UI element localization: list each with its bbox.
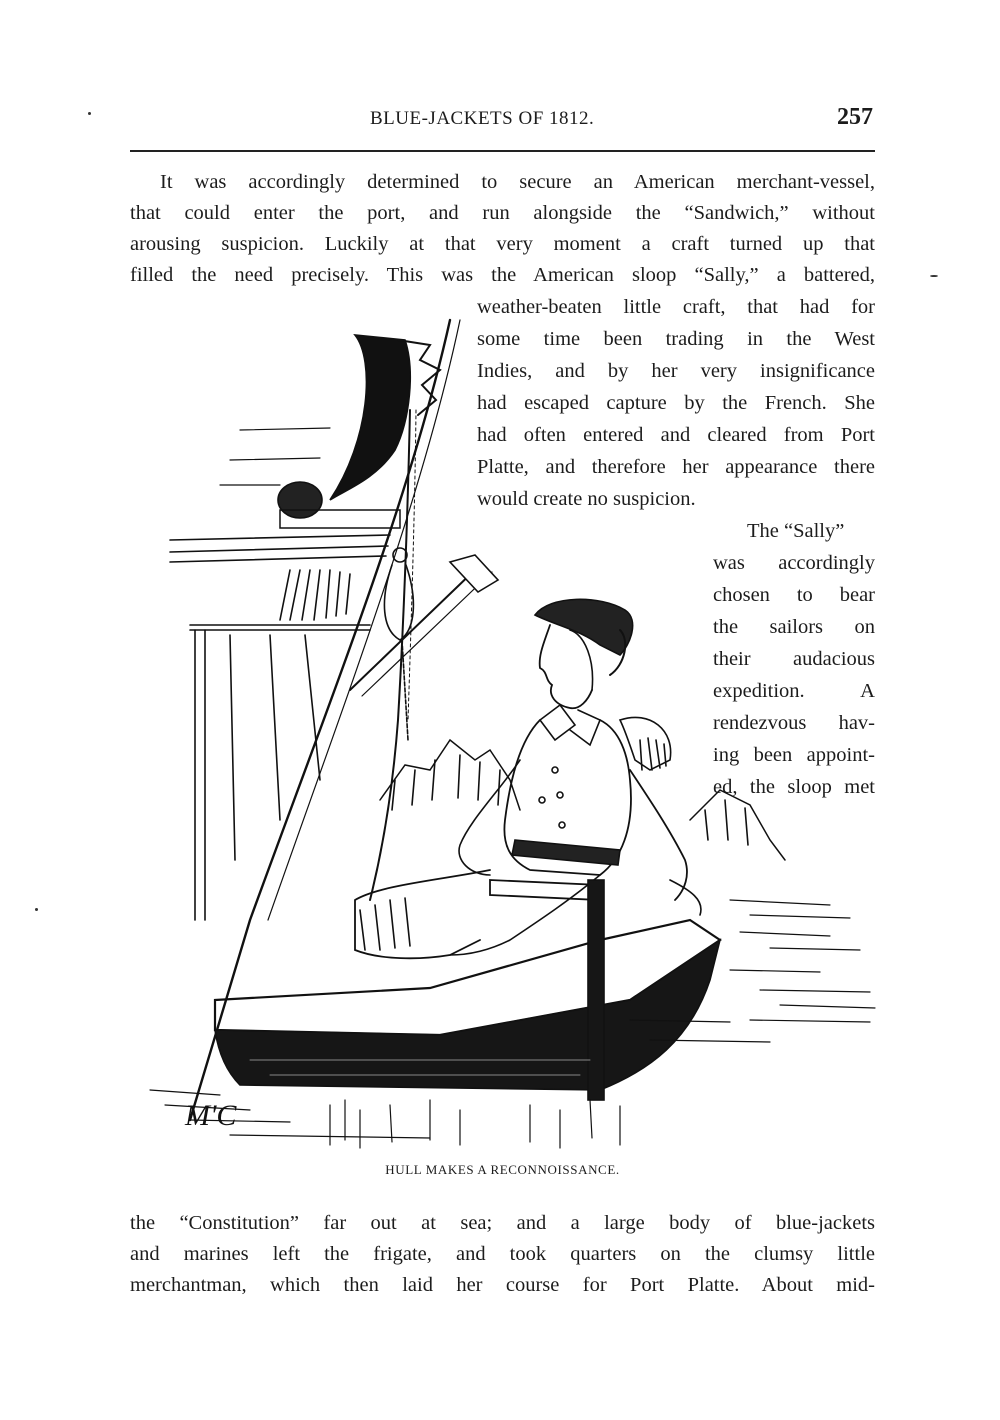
text-line: weather-beaten little craft, that had for: [477, 296, 875, 318]
text-line: had escaped capture by the French. She: [477, 392, 875, 414]
running-title: BLUE-JACKETS OF 1812.: [370, 108, 595, 129]
print-speck: [88, 112, 91, 115]
page-header: [130, 104, 875, 144]
text-line: that could enter the port, and run alongside the “Sandwich,” without: [130, 202, 875, 224]
text-line: merchantman, which then laid her course for Port Platte. About mid-: [130, 1274, 875, 1296]
text-line: ed, the sloop met: [713, 776, 875, 798]
text-line: and marines left the frigate, and took quarters on the clumsy little: [130, 1243, 875, 1265]
text-line: was accordingly: [713, 552, 875, 574]
text-line: filled the need precisely. This was the American sloop “Sally,” a battered,: [130, 264, 875, 286]
text-line: expedition. A: [713, 680, 875, 702]
text-line: Platte, and therefore her appearance there: [477, 456, 875, 478]
text-line: the “Constitution” far out at sea; and a large body of blue-jackets: [130, 1212, 875, 1234]
ship-hull-side: [170, 320, 460, 1120]
rowboat: [215, 880, 720, 1100]
svg-text:M'C: M'C: [185, 1099, 237, 1132]
page-number: 257: [837, 104, 873, 130]
text-line: Indies, and by her very insignificance: [477, 360, 875, 382]
rigging-rope: [370, 410, 416, 900]
print-speck: [35, 908, 38, 911]
illustration-hull-in-boat: [130, 300, 900, 1155]
header-rule: [130, 150, 875, 152]
text-line: their audacious: [713, 648, 875, 670]
text-line: The “Sally”: [747, 520, 845, 542]
text-line: would create no suspicion.: [477, 488, 696, 510]
text-line: arousing suspicion. Luckily at that very moment a craft turned up that: [130, 233, 875, 255]
figure-caption: HULL MAKES A RECONNOISSANCE.: [385, 1162, 620, 1177]
text-line: the sailors on: [713, 616, 875, 638]
text-line: chosen to bear: [713, 584, 875, 606]
text-line: had often entered and cleared from Port: [477, 424, 875, 446]
oar: [350, 555, 498, 696]
text-line: some time been trading in the West: [477, 328, 875, 350]
illustrator-signature: [184, 1099, 237, 1132]
text-line: ing been appoint-: [713, 744, 875, 766]
distant-rocks: [380, 740, 785, 860]
text-line: rendezvous hav-: [713, 712, 875, 734]
print-speck: [930, 275, 938, 277]
text-line: It was accordingly determined to secure an American merchant-vessel,: [160, 171, 875, 193]
